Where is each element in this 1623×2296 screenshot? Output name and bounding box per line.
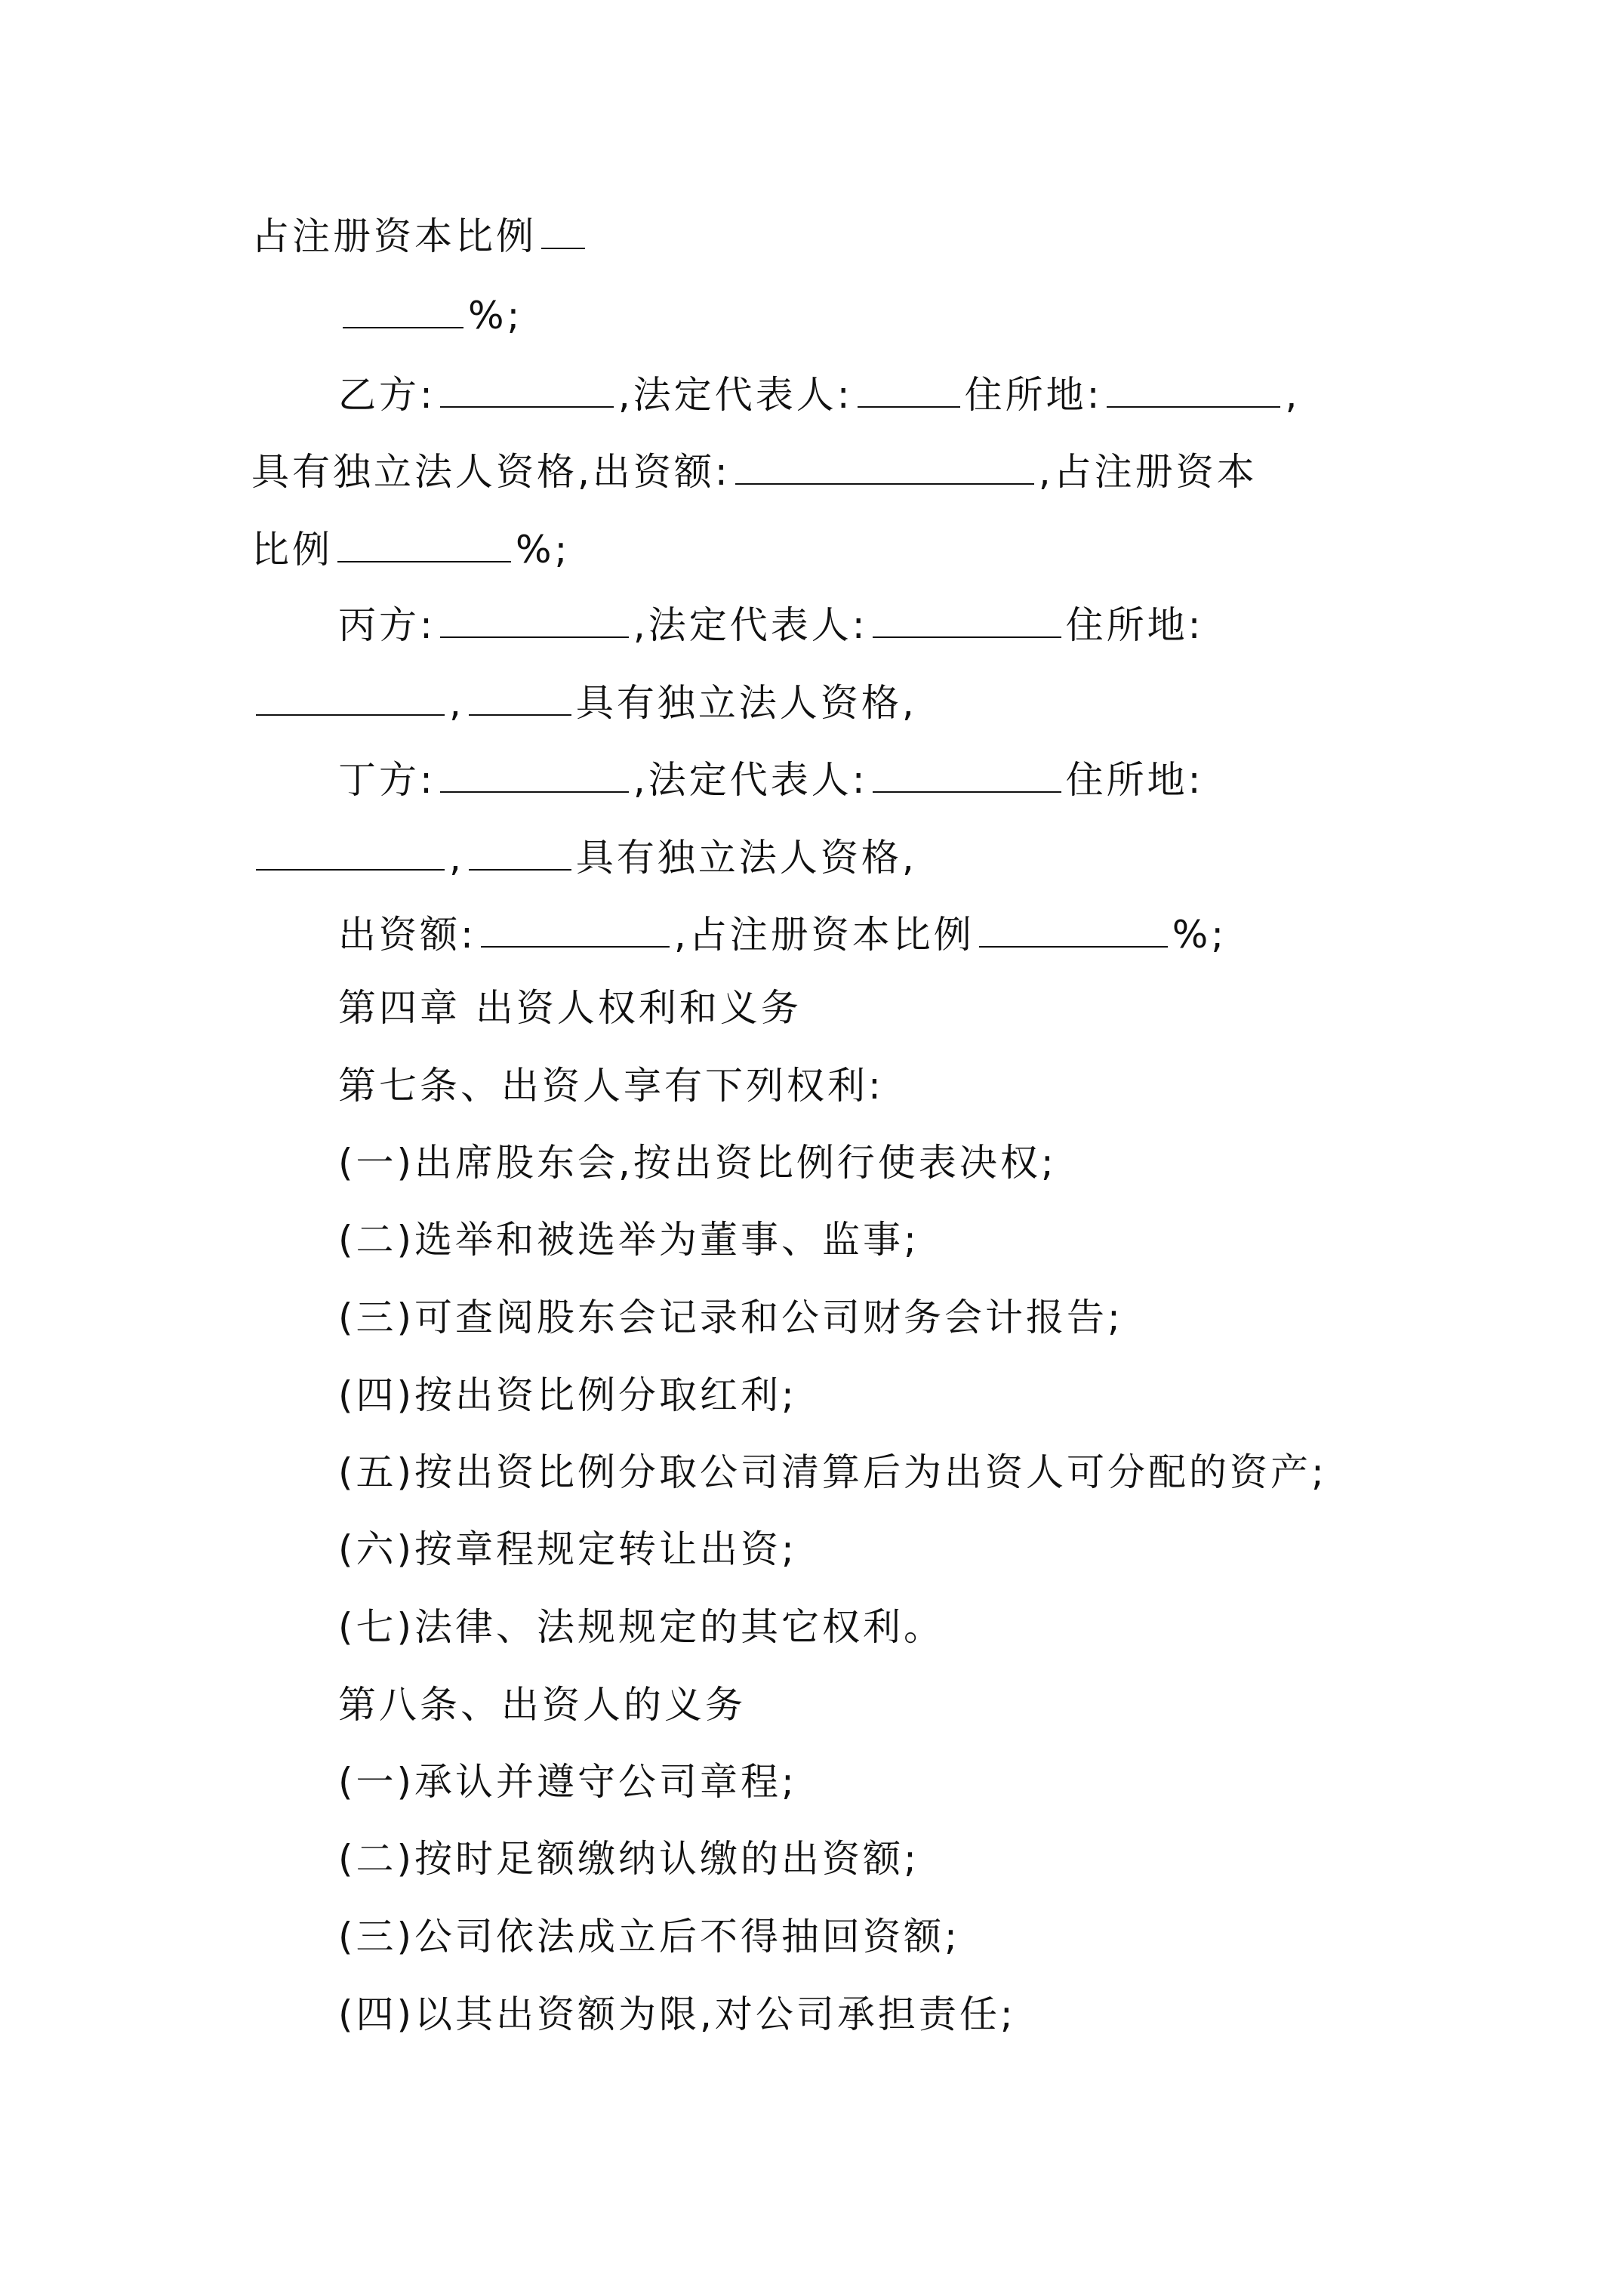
address-label: 住所地: <box>1065 758 1204 802</box>
party-a-ratio-value-line <box>338 291 522 338</box>
capital-label: 出资额: <box>338 913 476 957</box>
ratio-label: ,占注册资本比例 <box>673 913 975 957</box>
article8-title: 第八条、出资人的义务 <box>338 1683 746 1727</box>
article7-item: (六)按章程规定转让出资; <box>338 1527 797 1571</box>
blank-field <box>469 678 571 716</box>
article7-title: 第七条、出资人享有下列权利: <box>338 1064 884 1108</box>
article7-item: (二)选举和被选举为董事、监事; <box>338 1218 919 1262</box>
article8-item: (一)承认并遵守公司章程; <box>338 1760 797 1804</box>
punctuation: , <box>1285 373 1301 417</box>
blank-field <box>873 755 1061 793</box>
blank-field <box>440 755 629 793</box>
article7-item: (七)法律、法规规定的其它权利。 <box>338 1605 945 1649</box>
party-c-line-2 <box>251 678 917 726</box>
blank-field <box>858 370 960 408</box>
party-a-ratio-label: 占注册资本比例 <box>251 214 537 258</box>
blank-field <box>440 600 629 638</box>
party-b-label: 乙方: <box>338 373 436 417</box>
party-d-line-1 <box>338 755 1203 803</box>
party-d-label: 丁方: <box>338 758 436 802</box>
ratio-label-cont: 比例 <box>251 528 333 572</box>
party-c-line-1 <box>338 600 1203 648</box>
blank-field <box>481 910 670 948</box>
blank-field <box>1107 370 1280 408</box>
blank-field <box>979 910 1168 948</box>
blank-field <box>256 833 445 871</box>
party-a-ratio-suffix: %; <box>468 294 523 337</box>
article7-item: (三)可查阅股东会记录和公司财务会计报告; <box>338 1296 1123 1339</box>
article8-item: (二)按时足额缴纳认缴的出资额; <box>338 1837 919 1881</box>
punctuation: , <box>449 681 464 725</box>
party-a-ratio-line <box>251 211 590 259</box>
blank-field <box>440 370 614 408</box>
party-d-line-3 <box>338 910 1227 957</box>
blank-field <box>541 211 585 249</box>
party-b-line-3 <box>251 525 570 572</box>
ratio-suffix: %; <box>516 528 571 572</box>
blank-field <box>735 447 1034 485</box>
legal-rep-label: ,法定代表人: <box>633 603 868 647</box>
legal-rep-label: ,法定代表人: <box>633 758 868 802</box>
party-b-line-2 <box>251 447 1258 495</box>
blank-field <box>873 600 1061 638</box>
punctuation: , <box>449 836 464 880</box>
ratio-suffix: %; <box>1172 913 1227 957</box>
party-d-line-2 <box>251 833 917 880</box>
chapter-title: 第四章 出资人权利和义务 <box>338 986 802 1030</box>
independent-capital-label: 具有独立法人资格,出资额: <box>251 450 731 494</box>
party-c-label: 丙方: <box>338 603 436 647</box>
article8-item: (三)公司依法成立后不得抽回资额; <box>338 1915 960 1959</box>
address-label: 住所地: <box>1065 603 1204 647</box>
article7-item: (一)出席股东会,按出资比例行使表决权; <box>338 1141 1057 1185</box>
independent-label: 具有独立法人资格, <box>575 836 917 880</box>
ratio-label: ,占注册资本 <box>1038 450 1258 494</box>
party-b-line-1 <box>338 370 1300 418</box>
address-label: 住所地: <box>964 373 1103 417</box>
blank-field <box>343 291 463 328</box>
blank-field <box>337 525 511 562</box>
legal-rep-label: ,法定代表人: <box>617 373 853 417</box>
article7-item: (五)按出资比例分取公司清算后为出资人可分配的资产; <box>338 1450 1327 1494</box>
blank-field <box>256 678 445 716</box>
independent-label: 具有独立法人资格, <box>575 681 917 725</box>
article7-item: (四)按出资比例分取红利; <box>338 1373 797 1417</box>
blank-field <box>469 833 571 871</box>
article8-item: (四)以其出资额为限,对公司承担责任; <box>338 1992 1016 2036</box>
